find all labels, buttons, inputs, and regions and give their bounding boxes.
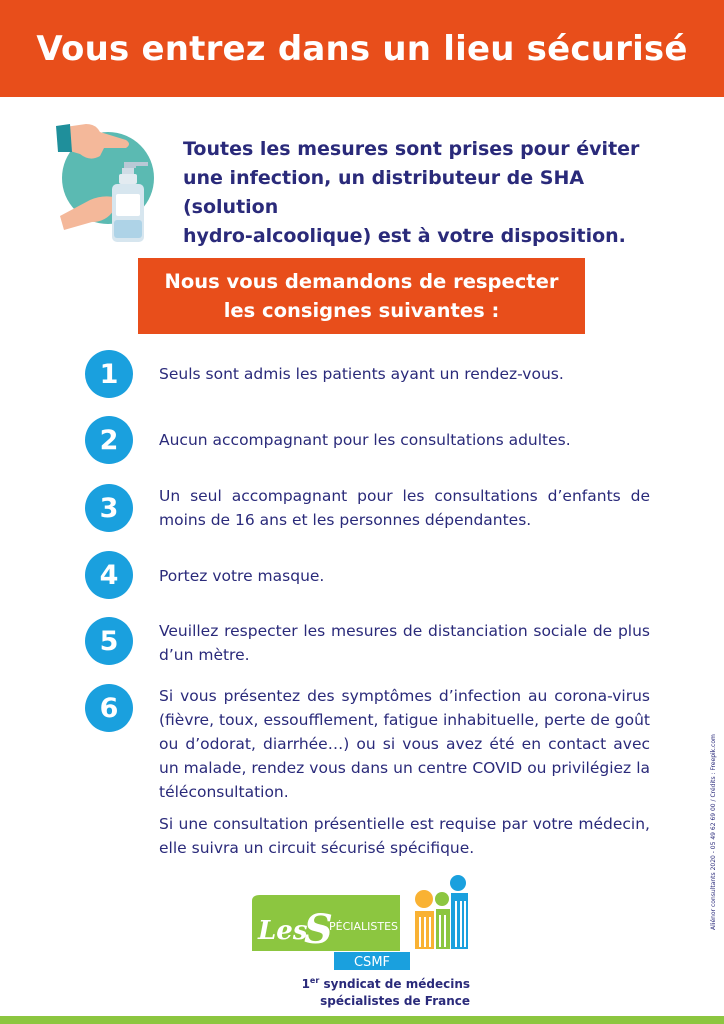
intro-line: Toutes les mesures sont prises pour éviter: [183, 138, 640, 160]
tagline-superscript: er: [309, 976, 320, 985]
rule-paragraph: Seuls sont admis les patients ayant un rendez-vous.: [159, 365, 564, 383]
rule-paragraph: Un seul accompagnant pour les consultations d’enfants de moins de 16 ans et les personnes dépendantes.: [159, 487, 650, 529]
page-title: Vous entrez dans un lieu sécurisé: [36, 28, 688, 69]
rule-paragraph: Si une consultation présentielle est requise par votre médecin, elle suivra un circuit sécurisé spécifique.: [159, 815, 650, 857]
logo-specialistes-text: PÉCIALISTES: [329, 920, 399, 933]
rule-paragraph: Si vous présentez des symptômes d’infection au corona-virus (fièvre, toux, essoufflement, fatigue inhabituelle, perte de goût ou d’odorat, diarrhée…) ou si vous avez été en contact avec un malade, rendez vous dans un centre COVID ou privilégiez la téléconsultation.: [159, 687, 650, 801]
logo-les-text: Les: [258, 916, 308, 946]
rule-text: [159, 362, 650, 386]
hand-sanitizer-icon: [56, 118, 164, 246]
bottom-bar: [0, 1016, 724, 1024]
banner-line-2: les consignes suivantes :: [223, 299, 500, 322]
rule-number-badge: 4: [85, 551, 133, 599]
rule-text: [159, 684, 650, 860]
rule-number-badge: 6: [85, 684, 133, 732]
rule-paragraph: Portez votre masque.: [159, 567, 325, 585]
logo-csmf-text: CSMF: [353, 955, 391, 970]
rule-text: [159, 619, 650, 667]
logo-s-text: S: [304, 906, 333, 953]
instructions-banner: [138, 258, 585, 334]
rule-text: [159, 564, 650, 588]
rule-number-badge: 3: [85, 484, 133, 532]
rule-paragraph: Veuillez respecter les mesures de distanciation sociale de plus d’un mètre.: [159, 622, 650, 664]
rule-number-badge: 5: [85, 617, 133, 665]
logo-tagline: [300, 972, 470, 1010]
rule-text: [159, 428, 650, 452]
credit-text: Aliénor consultants 2020 - 05 49 62 69 00 / Crédits : Freepik.com: [710, 734, 717, 930]
banner-line-1: Nous vous demandons de respecter: [164, 270, 559, 293]
rule-text: [159, 484, 650, 532]
tagline-line-2: spécialistes de France: [320, 994, 470, 1008]
tagline-ordinal: 1: [301, 977, 310, 991]
intro-line: une infection, un distributeur de SHA (solution: [183, 167, 585, 218]
rule-number-badge: 2: [85, 416, 133, 464]
rule-paragraph: Aucun accompagnant pour les consultations adultes.: [159, 431, 571, 449]
intro-text: [183, 135, 683, 251]
rule-number-badge: 1: [85, 350, 133, 398]
tagline-line-1: syndicat de médecins: [319, 977, 470, 991]
header-banner: [0, 0, 724, 97]
intro-line: hydro-alcoolique) est à votre disposition.: [183, 225, 626, 247]
